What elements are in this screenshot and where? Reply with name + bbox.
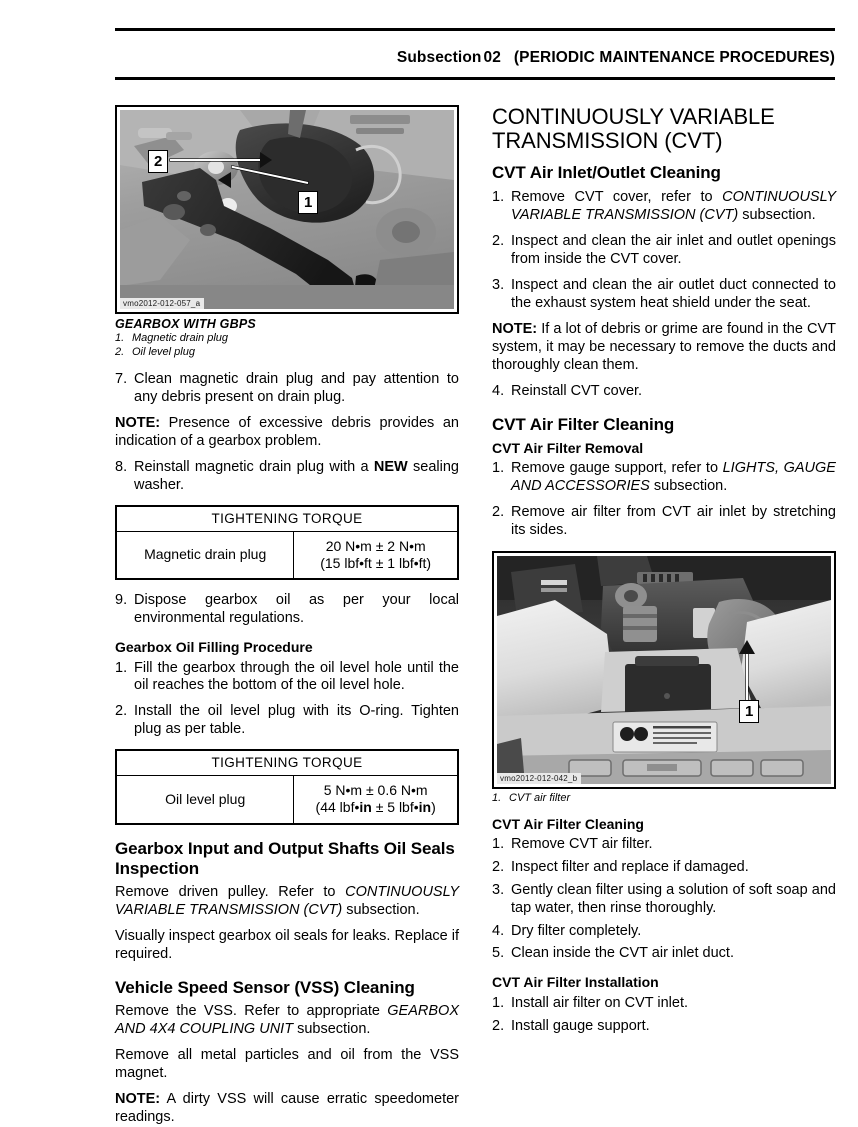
- table-row: [116, 531, 458, 579]
- legend-num: 2.: [115, 345, 125, 358]
- heading-cvt-air-filter-cleaning-main: CVT Air Filter Cleaning: [492, 414, 675, 434]
- figure-cvt-air-filter: [492, 551, 836, 789]
- step-number: 1.: [492, 994, 505, 1011]
- figure-caption-left: [115, 317, 459, 359]
- callout-2: 2: [148, 150, 168, 173]
- steps-filter-cleaning: [492, 836, 836, 964]
- paragraph-remove-metal-particles: Remove all metal particles and oil from the VSS magnet.: [115, 1047, 459, 1082]
- step-text: Remove CVT air filter.: [511, 835, 653, 852]
- step-item: [115, 371, 459, 407]
- step-text-after: subsection.: [649, 478, 728, 495]
- step-item: [492, 383, 836, 401]
- table-header-row: [116, 506, 458, 532]
- step-text: Reinstall CVT cover.: [511, 382, 643, 399]
- callout-1-cvt: 1: [739, 700, 759, 723]
- header-breadcrumb: [115, 49, 835, 67]
- heading-gearbox-oil-filling: Gearbox Oil Filling Procedure: [115, 639, 313, 656]
- step-text-after: subsection.: [738, 206, 816, 223]
- step-number: 3.: [492, 276, 505, 293]
- heading-cvt-air-filter-cleaning-sub: CVT Air Filter Cleaning: [492, 815, 644, 832]
- note-debris-grime: [492, 321, 836, 375]
- step-text: Dry filter completely.: [511, 922, 642, 939]
- table-header-cell: TIGHTENING TORQUE: [116, 750, 458, 776]
- header-rule-bottom: [115, 77, 835, 80]
- legend-num: 1.: [492, 792, 502, 805]
- subsection-number: 02: [483, 49, 501, 66]
- steps-drain-plug: [115, 371, 459, 407]
- main-title-line-2: TRANSMISSION (CVT): [492, 128, 723, 154]
- step-number: 1.: [492, 188, 505, 205]
- step-text: Inspect filter and replace if damaged.: [511, 858, 749, 875]
- note-gearbox-problem: [115, 415, 459, 451]
- vss-text-after: subsection.: [293, 1021, 371, 1038]
- callout-1-cvt-leader: [746, 654, 748, 702]
- legend-label: Magnetic drain plug: [132, 332, 229, 345]
- steps-dispose-oil: [115, 592, 459, 628]
- step-reference-italic: LIGHTS, GAUGE AND ACCESSORIES: [511, 460, 836, 495]
- step-item: [115, 703, 459, 739]
- step-text-before: Remove CVT cover, refer to: [511, 188, 723, 205]
- seals-text-before: Remove driven pulley. Refer to: [115, 884, 346, 901]
- subsection-title: (PERIODIC MAINTENANCE PROCEDURES): [513, 49, 835, 66]
- step-text-after: sealing washer.: [134, 458, 459, 493]
- vss-reference-italic: GEARBOX AND 4X4 COUPLING UNIT: [115, 1003, 459, 1038]
- callout-1-arrowhead: [218, 172, 231, 188]
- gearbox-photo: [120, 110, 454, 309]
- step-number: 1.: [492, 460, 505, 477]
- step-number: 2.: [492, 858, 505, 875]
- tightening-torque-table-2: [115, 749, 459, 825]
- torque-item: Oil level plug: [116, 776, 294, 824]
- heading-cvt-air-filter-removal: CVT Air Filter Removal: [492, 440, 644, 457]
- note-text: Presence of excessive debris provides an indication of a gearbox problem.: [115, 415, 459, 449]
- step-text-before: Reinstall magnetic drain plug with a: [134, 458, 374, 475]
- callout-1: 1: [298, 191, 318, 214]
- step-number: 5.: [492, 945, 505, 962]
- torque-value: [294, 776, 458, 824]
- step-number: 1.: [115, 659, 128, 676]
- figure-gearbox-gbps: [115, 105, 459, 314]
- step-text: Dispose gearbox oil as per your local environmental regulations.: [134, 592, 459, 627]
- step-number: 8.: [115, 458, 128, 475]
- torque-imperial-a: (44 lbf•: [315, 799, 360, 816]
- step-text: Gently clean filter using a solution of soft soap and tap water, then rinse thoroughly.: [511, 881, 836, 916]
- step-number: 3.: [492, 881, 505, 898]
- step-item: [115, 459, 459, 495]
- note-label: NOTE:: [115, 415, 161, 431]
- step-text: Install air filter on CVT inlet.: [511, 994, 689, 1011]
- header-rule-top: [115, 28, 835, 31]
- heading-cvt-air-filter-installation: CVT Air Filter Installation: [492, 974, 659, 991]
- step-text: Inspect and clean the air inlet and outlet openings from inside the CVT cover.: [511, 232, 836, 267]
- step-item: [492, 189, 836, 225]
- callout-2-leader: [170, 159, 262, 161]
- figure-legend-left: [115, 332, 459, 359]
- legend-item: [115, 332, 459, 345]
- step-item: [492, 504, 836, 540]
- legend-label: Oil level plug: [132, 345, 195, 358]
- step-item: [492, 995, 836, 1013]
- callout-1-cvt-arrowhead: [739, 640, 755, 654]
- step-item: [492, 1018, 836, 1036]
- step-number: 2.: [115, 703, 128, 720]
- steps-inlet-outlet: [492, 189, 836, 313]
- step-text-before: Remove gauge support, refer to: [511, 460, 723, 477]
- cvt-photo: [497, 556, 831, 784]
- step-item: [115, 660, 459, 696]
- tightening-torque-table-1: [115, 505, 459, 581]
- figure-gearbox-image: [120, 110, 454, 309]
- heading-vss-cleaning: Vehicle Speed Sensor (VSS) Cleaning: [115, 977, 415, 997]
- note-dirty-vss: [115, 1091, 459, 1127]
- page-header: [115, 28, 835, 80]
- step-item: [492, 945, 836, 963]
- callout-2-arrowhead: [260, 152, 272, 168]
- table-header-row: [116, 750, 458, 776]
- heading-air-inlet-outlet-cleaning: CVT Air Inlet/Outlet Cleaning: [492, 163, 721, 183]
- note-label: NOTE:: [492, 320, 538, 337]
- heading-oil-seals-inspection: Gearbox Input and Output Shafts Oil Seals Inspection: [115, 838, 455, 878]
- torque-imperial-e: ): [431, 799, 436, 816]
- step-text: Install gauge support.: [511, 1017, 650, 1034]
- step-text: Install the oil level plug with its O-ring. Tighten plug as per table.: [134, 703, 459, 738]
- step-item: [492, 277, 836, 313]
- steps-filter-installation: [492, 995, 836, 1036]
- figure-code-left: vmo2012-012-057_a: [120, 298, 204, 309]
- step-number: 7.: [115, 371, 128, 388]
- legend-item: [115, 346, 459, 359]
- step-text: [511, 189, 836, 225]
- legend-num: 1.: [115, 332, 125, 345]
- torque-metric: 20 N•m ± 2 N•m: [325, 537, 426, 554]
- steps-filter-removal: [492, 460, 836, 540]
- step-text-emphasis: NEW: [373, 458, 408, 475]
- step-item: [115, 592, 459, 628]
- step-text: Fill the gearbox through the oil level hole until the oil reaches the bottom of the oil level hole.: [134, 659, 459, 694]
- step-item: [492, 836, 836, 854]
- main-title-line-1: CONTINUOUSLY VARIABLE: [492, 104, 775, 129]
- steps-reinstall-plug: [115, 459, 459, 495]
- main-title-cvt: [492, 105, 836, 153]
- step-text: [511, 460, 836, 496]
- legend-label: CVT air filter: [509, 792, 571, 805]
- torque-item: Magnetic drain plug: [116, 531, 294, 579]
- table-header-cell: TIGHTENING TORQUE: [116, 506, 458, 532]
- right-column: [492, 105, 836, 1043]
- figure-code-right: vmo2012-012-042_b: [497, 773, 581, 784]
- step-number: 2.: [492, 1017, 505, 1034]
- step-item: [492, 859, 836, 877]
- step-number: 9.: [115, 592, 128, 609]
- figure-caption-right: [492, 792, 836, 805]
- step-item: [492, 233, 836, 269]
- note-text: If a lot of debris or grime are found in the CVT system, it may be necessary to remove the ducts and thoroughly clean them.: [492, 320, 836, 373]
- torque-imperial: [298, 799, 453, 816]
- step-number: 2.: [492, 232, 505, 249]
- step-item: [492, 882, 836, 918]
- torque-imperial-c: ± 5 lbf•: [371, 799, 419, 816]
- step-text: Clean magnetic drain plug and pay attention to any debris present on drain plug.: [134, 371, 459, 406]
- left-column: [115, 105, 459, 1127]
- torque-imperial-unit-1: in: [359, 799, 372, 816]
- step-number: 4.: [492, 922, 505, 939]
- step-item: [492, 460, 836, 496]
- paragraph-remove-driven-pulley: [115, 884, 459, 920]
- torque-imperial-unit-2: in: [418, 799, 432, 816]
- subsection-label: Subsection: [396, 49, 482, 66]
- paragraph-remove-vss: [115, 1003, 459, 1039]
- steps-reinstall-cover: [492, 383, 836, 401]
- torque-value: [294, 531, 458, 579]
- table-row: [116, 776, 458, 824]
- figure-legend-right: [492, 792, 836, 805]
- step-item: [492, 923, 836, 941]
- step-number: 2.: [492, 504, 505, 521]
- seals-reference-italic: CONTINUOUSLY VARIABLE TRANSMISSION (CVT): [115, 884, 459, 919]
- step-number: 1.: [492, 835, 505, 852]
- step-text: Inspect and clean the air outlet duct connected to the exhaust system heat shield under the seat.: [511, 276, 836, 311]
- step-text: Clean inside the CVT air inlet duct.: [511, 945, 734, 962]
- torque-imperial: (15 lbf•ft ± 1 lbf•ft): [320, 554, 432, 571]
- step-text: [134, 459, 459, 495]
- step-text: Remove air filter from CVT air inlet by stretching its sides.: [511, 504, 836, 539]
- torque-metric: 5 N•m ± 0.6 N•m: [323, 782, 428, 799]
- step-number: 4.: [492, 382, 505, 399]
- step-reference-italic: CONTINUOUSLY VARIABLE TRANSMISSION (CVT): [511, 188, 836, 223]
- legend-item: [492, 792, 836, 805]
- vss-text-before: Remove the VSS. Refer to appropriate: [115, 1003, 388, 1020]
- steps-oil-filling: [115, 660, 459, 740]
- note-text: A dirty VSS will cause erratic speedometer readings.: [115, 1091, 459, 1126]
- figure-title-left: GEARBOX WITH GBPS: [115, 317, 256, 331]
- figure-cvt-image: [497, 556, 831, 784]
- note-label: NOTE:: [115, 1091, 161, 1108]
- seals-text-after: subsection.: [342, 902, 420, 919]
- paragraph-inspect-seals: Visually inspect gearbox oil seals for leaks. Replace if required.: [115, 928, 459, 962]
